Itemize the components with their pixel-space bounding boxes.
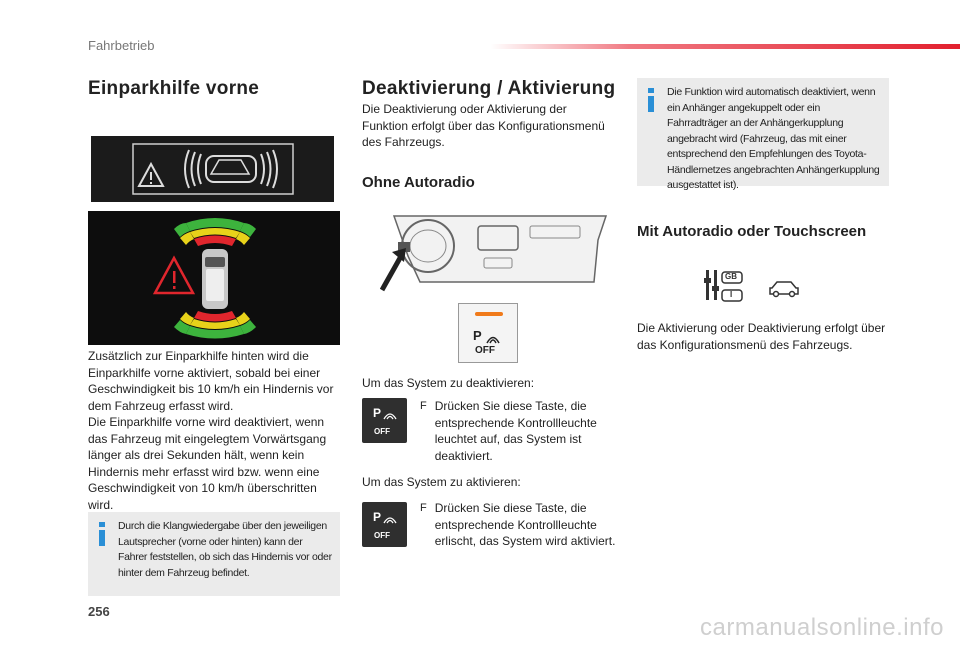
deactivate-step bbox=[420, 398, 620, 464]
page-number: 256 bbox=[88, 604, 110, 619]
info-text-sound: Durch die Klangwiedergabe über den jeweiligen Lautsprecher (vorne oder hinten) kann der Fahrer feststellen, ob sich das Hindernis vor oder hinter dem Fahrzeug befindet. bbox=[118, 520, 332, 579]
info-box-trailer bbox=[637, 78, 889, 191]
subtitle-with-radio: Mit Autoradio oder Touchscreen bbox=[637, 223, 867, 240]
gb-label: GB bbox=[725, 272, 737, 281]
btn-p-text: P bbox=[373, 406, 382, 420]
pointer-arrow-icon bbox=[382, 258, 400, 290]
rear-sensor-zones bbox=[174, 311, 256, 339]
park-sensor-button-closeup bbox=[458, 303, 518, 363]
park-off-button-deactivate[interactable] bbox=[362, 398, 407, 443]
front-sensor-zones bbox=[174, 218, 256, 246]
dashboard-sketch bbox=[380, 210, 612, 295]
info-icon bbox=[97, 522, 107, 546]
settings-sliders-icon bbox=[704, 268, 744, 304]
bullet-arrow-icon: F bbox=[420, 502, 427, 514]
info-icon bbox=[646, 88, 656, 112]
sensor-wave-icon bbox=[485, 330, 501, 344]
bullet-arrow-icon: F bbox=[420, 400, 427, 412]
button-off-label: OFF bbox=[475, 345, 495, 356]
chapter-header: Fahrbetrieb bbox=[88, 38, 155, 53]
activate-step bbox=[420, 500, 620, 550]
front-parking-deactivation-info: Die Einparkhilfe vorne wird deaktiviert, wenn das Fahrzeug mit eingelegtem Vorwärtsgang länger als drei Sekunden hält, wenn kein Hindernis mehr erfasst wird bzw. wenn eine Geschwindigkeit von 10 km/h überschritten wird. bbox=[88, 415, 327, 512]
btn-off-text: OFF bbox=[374, 531, 390, 540]
deactivation-intro: Die Deaktivierung oder Aktivierung der Funktion erfolgt über das Konfigurationsmenü des Fahrzeugs. bbox=[362, 102, 605, 149]
activate-step-text: Drücken Sie diese Taste, die entsprechende Kontrollleuchte erlischt, das System wird aktiviert. bbox=[434, 501, 616, 548]
zones-graphic bbox=[88, 211, 340, 345]
header-accent-line bbox=[490, 44, 960, 49]
subtitle-no-radio: Ohne Autoradio bbox=[362, 174, 475, 191]
info-box-sound bbox=[88, 512, 340, 596]
activate-label: Um das System zu aktivieren: bbox=[362, 475, 521, 489]
watermark: carmanualsonline.info bbox=[700, 614, 944, 641]
sensor-waves-left-icon bbox=[185, 150, 201, 188]
deactivate-label: Um das System zu deaktivieren: bbox=[362, 376, 535, 390]
display-graphic bbox=[91, 136, 334, 202]
park-off-button-activate[interactable] bbox=[362, 502, 407, 547]
btn-off-text: OFF bbox=[374, 427, 390, 436]
section-title-front-parking: Einparkhilfe vorne bbox=[88, 78, 260, 99]
deactivate-step-text: Drücken Sie diese Taste, die entsprechende Kontrollleuchte leuchtet auf, das System ist deaktiviert. bbox=[434, 399, 597, 463]
car-icon-wrapper bbox=[768, 280, 800, 298]
i-label: I bbox=[730, 290, 733, 299]
info-text-trailer: Die Funktion wird automatisch deaktiviert, wenn ein Anhänger angekuppelt oder ein Fahrradträger an der Anhängerkupplung angebracht wird (Fahrzeug, das mit einer entsprechend den Empfehlungen des Toyota-Händlernetzes angebrachten Anhängerkupplung ausgestattet ist). bbox=[667, 86, 880, 191]
button-p-label: P bbox=[473, 328, 482, 343]
settings-gb-icon bbox=[704, 268, 744, 304]
dashboard-illustration bbox=[380, 210, 612, 295]
section-title-deactivation: Deaktivierung / Aktivierung bbox=[362, 78, 616, 99]
front-parking-description: Zusätzlich zur Einparkhilfe hinten wird die Einparkhilfe vorne aktiviert, sobald bei einer Geschwindigkeit bis 10 km/h ein Hindernis vor dem Fahrzeug erfasst wird. bbox=[88, 349, 334, 413]
sensor-waves-right-icon bbox=[261, 150, 277, 188]
btn-p-text: P bbox=[373, 510, 382, 524]
parking-display-illustration bbox=[91, 136, 334, 202]
indicator-led bbox=[475, 312, 503, 316]
sensor-wave-icon bbox=[383, 512, 397, 524]
sensor-wave-icon bbox=[383, 408, 397, 420]
car-icon bbox=[768, 280, 800, 298]
parking-zones-illustration bbox=[88, 211, 340, 345]
radio-config-info: Die Aktivierung oder Deaktivierung erfolgt über das Konfigurationsmenü des Fahrzeugs. bbox=[637, 321, 886, 352]
